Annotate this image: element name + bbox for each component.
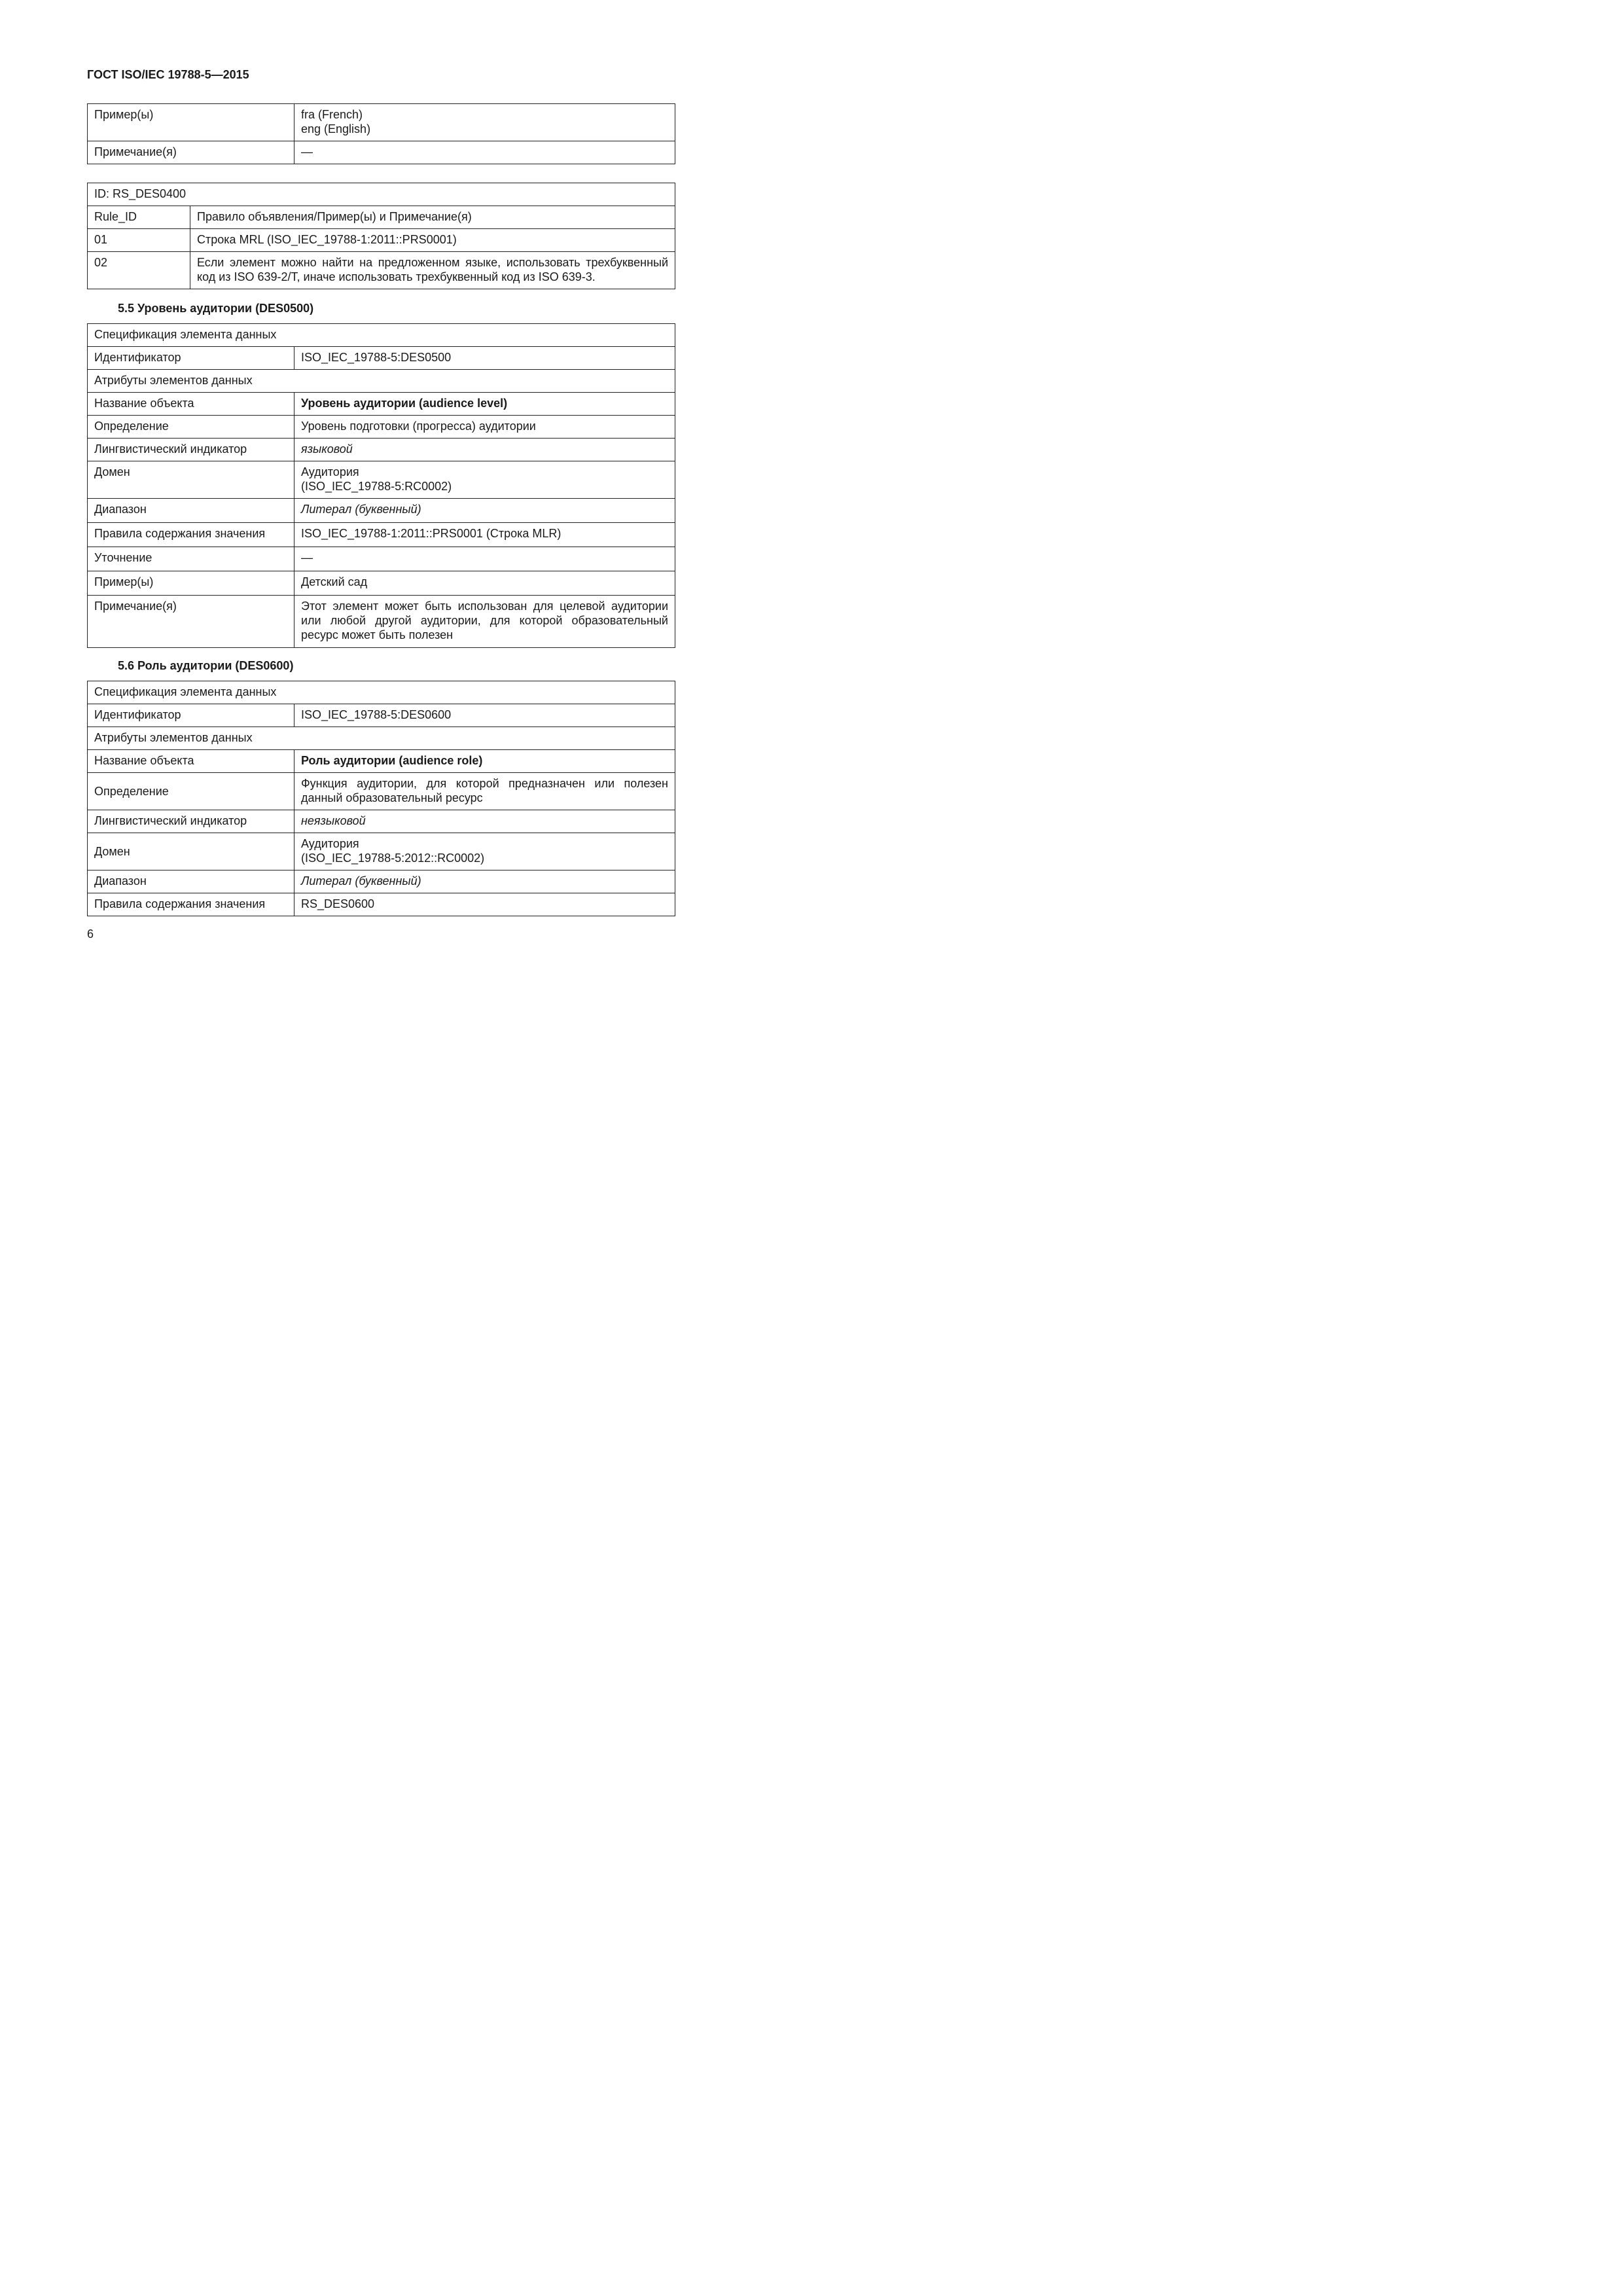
table-row xyxy=(88,523,675,547)
rules-id-line: ID: RS_DES0400 xyxy=(88,183,675,206)
table-row xyxy=(88,870,675,893)
row-label: Определение xyxy=(88,773,294,810)
table-row xyxy=(88,893,675,916)
rules-header-text: Правило объявления/Пример(ы) и Примечание(я) xyxy=(190,206,675,229)
rule-id: 01 xyxy=(88,229,190,252)
identifier-label: Идентификатор xyxy=(88,347,294,370)
attributes-title: Атрибуты элементов данных xyxy=(88,370,675,393)
table-row xyxy=(88,499,675,523)
table-header-row xyxy=(88,206,675,229)
row-label: Определение xyxy=(88,416,294,439)
rule-id: 02 xyxy=(88,252,190,289)
des0500-table xyxy=(87,323,675,648)
attributes-title: Атрибуты элементов данных xyxy=(88,727,675,750)
section-heading-5-5: 5.5 Уровень аудитории (DES0500) xyxy=(118,302,314,315)
row-label: Диапазон xyxy=(88,499,294,523)
document-header: ГОСТ ISO/IEC 19788-5—2015 xyxy=(87,68,249,81)
row-label: Правила содержания значения xyxy=(88,523,294,547)
table-row xyxy=(88,324,675,347)
table-row xyxy=(88,681,675,704)
table-row xyxy=(88,347,675,370)
table-row xyxy=(88,727,675,750)
row-value: Уровень подготовки (прогресса) аудитории xyxy=(294,416,675,439)
identifier-value: ISO_IEC_19788-5:DES0600 xyxy=(294,704,675,727)
row-label: Лингвистический индикатор xyxy=(88,810,294,833)
table-row xyxy=(88,571,675,596)
rule-text: Если элемент можно найти на предложенном языке, использовать трехбуквенный код из ISO 639-2/T, иначе использовать трехбуквенный код из ISO 639-3. xyxy=(190,252,675,289)
table-row xyxy=(88,439,675,461)
row-label: Пример(ы) xyxy=(88,571,294,596)
row-value: Функция аудитории, для которой предназначен или полезен данный образовательный ресурс xyxy=(294,773,675,810)
table-row xyxy=(88,773,675,810)
notes-value: — xyxy=(294,141,675,164)
row-value: ISO_IEC_19788-1:2011::PRS0001 (Строка MLR) xyxy=(294,523,675,547)
table-row xyxy=(88,370,675,393)
table-row xyxy=(88,183,675,206)
section-heading-5-6: 5.6 Роль аудитории (DES0600) xyxy=(118,659,294,672)
examples-value: fra (French) eng (English) xyxy=(294,104,675,141)
row-label: Примечание(я) xyxy=(88,596,294,648)
row-value: Детский сад xyxy=(294,571,675,596)
row-label: Правила содержания значения xyxy=(88,893,294,916)
table-row xyxy=(88,833,675,870)
row-label: Лингвистический индикатор xyxy=(88,439,294,461)
notes-label: Примечание(я) xyxy=(88,141,294,164)
page-number: 6 xyxy=(87,927,94,941)
rules-table xyxy=(87,183,675,289)
spec-title: Спецификация элемента данных xyxy=(88,324,675,347)
table-row xyxy=(88,704,675,727)
row-label: Уточнение xyxy=(88,547,294,571)
object-name-value: Уровень аудитории (audience level) xyxy=(294,393,675,416)
table-row xyxy=(88,229,675,252)
table-row xyxy=(88,596,675,648)
row-value: Литерал (буквенный) xyxy=(294,870,675,893)
row-value: языковой xyxy=(294,439,675,461)
identifier-value: ISO_IEC_19788-5:DES0500 xyxy=(294,347,675,370)
table-row xyxy=(88,750,675,773)
row-value: — xyxy=(294,547,675,571)
row-value: Литерал (буквенный) xyxy=(294,499,675,523)
examples-label: Пример(ы) xyxy=(88,104,294,141)
row-label: Домен xyxy=(88,461,294,499)
identifier-label: Идентификатор xyxy=(88,704,294,727)
row-label: Название объекта xyxy=(88,750,294,773)
table-row xyxy=(88,252,675,289)
rule-text: Строка MRL (ISO_IEC_19788-1:2011::PRS0001) xyxy=(190,229,675,252)
table-row xyxy=(88,416,675,439)
row-value: Этот элемент может быть использован для целевой аудитории или любой другой аудитории, для которой образовательный ресурс может быть полезен xyxy=(294,596,675,648)
table-row xyxy=(88,547,675,571)
row-label: Домен xyxy=(88,833,294,870)
row-value: неязыковой xyxy=(294,810,675,833)
spec-title: Спецификация элемента данных xyxy=(88,681,675,704)
row-value: Аудитория (ISO_IEC_19788-5:2012::RC0002) xyxy=(294,833,675,870)
row-value: RS_DES0600 xyxy=(294,893,675,916)
rules-header-id: Rule_ID xyxy=(88,206,190,229)
object-name-value: Роль аудитории (audience role) xyxy=(294,750,675,773)
row-value: Аудитория (ISO_IEC_19788-5:RC0002) xyxy=(294,461,675,499)
table-row xyxy=(88,393,675,416)
table-row xyxy=(88,104,675,141)
row-label: Диапазон xyxy=(88,870,294,893)
des0600-table xyxy=(87,681,675,916)
table-row xyxy=(88,461,675,499)
row-label: Название объекта xyxy=(88,393,294,416)
table-row xyxy=(88,810,675,833)
examples-notes-table xyxy=(87,103,675,164)
table-row xyxy=(88,141,675,164)
